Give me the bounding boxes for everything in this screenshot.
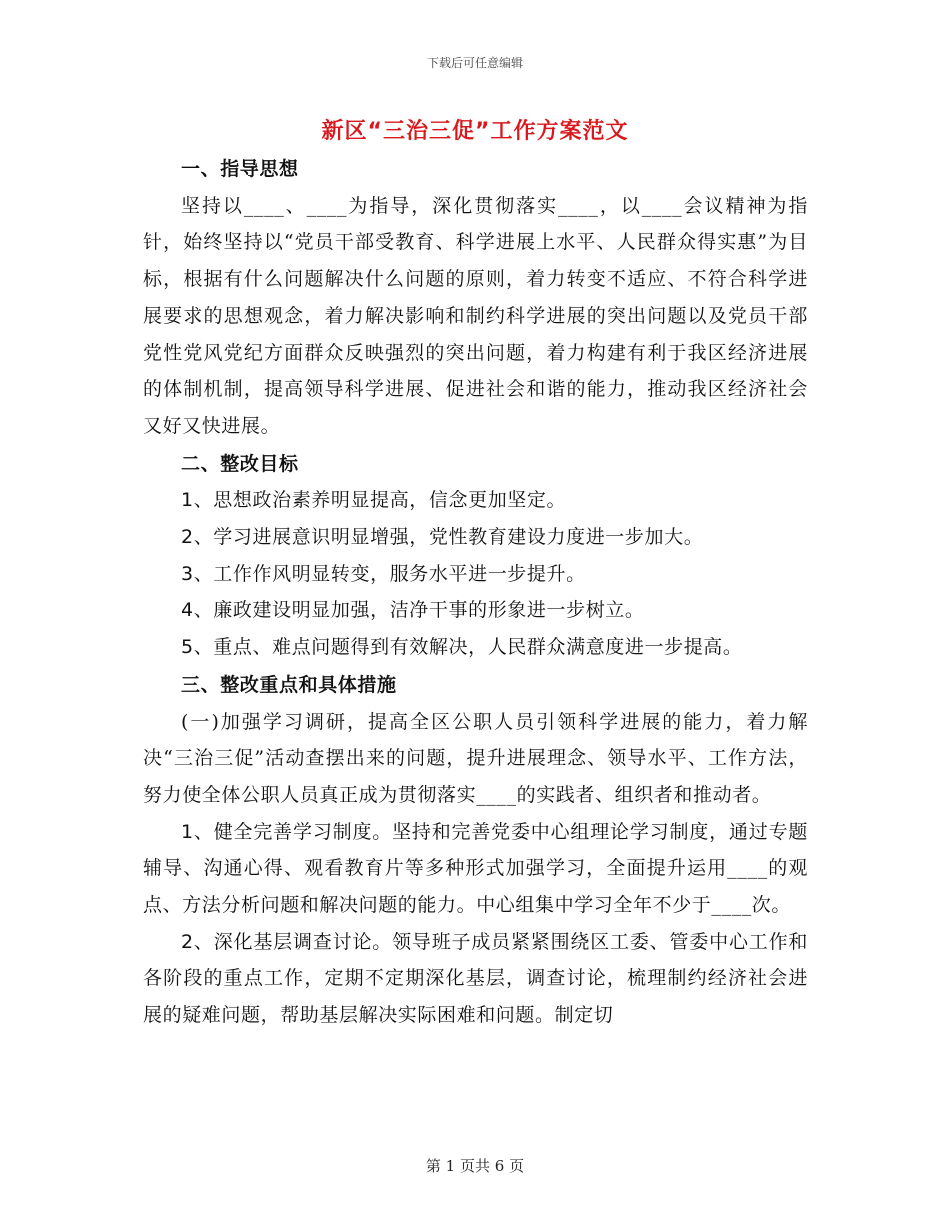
section-heading-1: 一、指导思想 <box>181 158 299 180</box>
page-header: 下载后可任意编辑 <box>426 56 523 70</box>
list-item: 2、学习进展意识明显增强，党性教育建设力度进一步加大。 <box>181 526 704 549</box>
section-heading-2: 二、整改目标 <box>181 452 299 475</box>
paragraph-measure-2: 2、深化基层调查讨论。领导班子成员紧紧围绕区工委、管委中心工作和各阶段的重点工作，定期不定期深化基层，调查讨论，梳理制约经济社会进展的疑难问题，帮助基层解决实际困难和问题。制定切 <box>143 930 808 1027</box>
list-item: 1、思想政治素养明显提高，信念更加坚定。 <box>181 489 567 512</box>
list-item: 4、廉政建设明显加强，洁净干事的形象进一步树立。 <box>181 599 645 622</box>
list-item: 5、重点、难点问题得到有效解决，人民群众满意度进一步提高。 <box>181 636 743 659</box>
list-item: 3、工作作风明显转变，服务水平进一步提升。 <box>181 562 586 585</box>
paragraph-measures-intro: (一)加强学习调研，提高全区公职人员引领科学进展的能力，着力解决“三治三促”活动查摆出来的问题，提升进展理念、领导水平、工作方法，努力使全体公职人员真正成为贯彻落实____的实践者、组织者和推动者。 <box>143 710 808 806</box>
document-body <box>143 150 808 1034</box>
paragraph-guiding-ideology: 坚持以____、____为指导，深化贯彻落实____，以____会议精神为指针，始终坚持以“党员干部受教育、科学进展上水平、人民群众得实惠”为目标，根据有什么问题解决什么问题的原则，着力转变不适应、不符合科学进展要求的思想观念，着力解决影响和制约科学进展的突出问题以及党员干部党性党风党纪方面群众反映强烈的突出问题，着力构建有利于我区经济进展的体制机制，提高领导科学进展、促进社会和谐的能力，推动我区经济社会又好又快进展。 <box>143 194 808 437</box>
document-title: 新区“三治三促”工作方案范文 <box>321 119 629 144</box>
section-heading-3: 三、整改重点和具体措施 <box>181 673 397 696</box>
page-footer: 第 1 页共 6 页 <box>425 1157 525 1175</box>
paragraph-measure-1: 1、健全完善学习制度。坚持和完善党委中心组理论学习制度，通过专题辅导、沟通心得、观看教育片等多种形式加强学习，全面提升运用____的观点、方法分析问题和解决问题的能力。中心组集中学习全年不少于____次。 <box>143 820 808 917</box>
